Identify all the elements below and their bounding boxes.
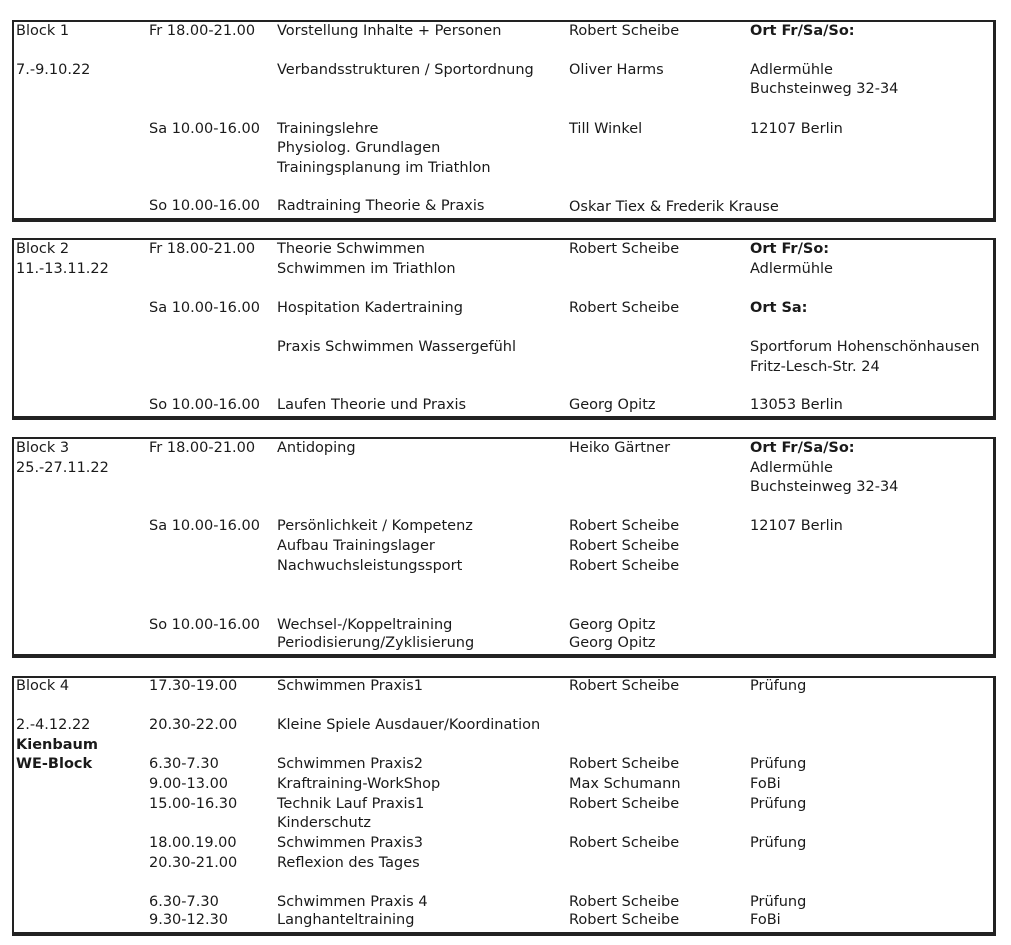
block-dates: 7.-9.10.22 [16,62,91,78]
session-speaker: Heiko Gärtner [569,440,671,456]
session-time: Sa 10.00-16.00 [149,300,260,316]
block-title: Block 4 [16,678,70,694]
session-time: Sa 10.00-16.00 [149,518,260,534]
session-topic: Aufbau Trainingslager [277,538,435,554]
location-heading: Ort Fr/Sa/So: [750,23,855,39]
location-line: 12107 Berlin [750,121,843,137]
session-topic: Schwimmen Praxis 4 [277,894,428,910]
session-speaker: Robert Scheibe [569,678,680,694]
session-time: 6.30-7.30 [149,894,219,910]
session-topic: Antidoping [277,440,356,456]
session-time: 9.00-13.00 [149,776,229,792]
block-title: Block 3 [16,440,70,456]
session-type: FoBi [750,776,781,792]
session-topic: Wechsel-/Koppeltraining [277,617,453,633]
session-speaker: Robert Scheibe [569,912,680,928]
block-venue: Kienbaum [16,737,98,753]
session-time: 17.30-19.00 [149,678,238,694]
session-speaker: Robert Scheibe [569,23,680,39]
session-speaker: Robert Scheibe [569,835,680,851]
session-speaker: Georg Opitz [569,635,656,651]
session-type: Prüfung [750,756,807,772]
session-time: 18.00.19.00 [149,835,237,851]
session-topic: Laufen Theorie und Praxis [277,397,467,413]
session-topic: Schwimmen Praxis1 [277,678,423,694]
session-time: Fr 18.00-21.00 [149,241,256,257]
block-format: WE-Block [16,756,93,772]
session-time: 20.30-21.00 [149,855,238,871]
schedule-block-2 [12,238,996,420]
session-topic: Hospitation Kadertraining [277,300,463,316]
session-topic: Verbandsstrukturen / Sportordnung [277,62,534,78]
session-speaker: Robert Scheibe [569,558,680,574]
block-dates: 2.-4.12.22 [16,717,91,733]
block-title: Block 1 [16,23,70,39]
location-line: 13053 Berlin [750,397,843,413]
session-topic: Trainingslehre [277,121,379,137]
session-speaker: Robert Scheibe [569,241,680,257]
session-speaker: Robert Scheibe [569,796,680,812]
session-type: Prüfung [750,796,807,812]
session-time: So 10.00-16.00 [149,198,260,214]
session-time: Fr 18.00-21.00 [149,23,256,39]
session-topic: Radtraining Theorie & Praxis [277,198,485,214]
session-topic: Reflexion des Tages [277,855,420,871]
session-topic: Nachwuchsleistungssport [277,558,463,574]
session-topic: Praxis Schwimmen Wassergefühl [277,339,517,355]
block-dates: 25.-27.11.22 [16,460,109,476]
session-topic: Trainingsplanung im Triathlon [277,160,491,176]
session-speaker: Robert Scheibe [569,300,680,316]
session-speaker: Robert Scheibe [569,538,680,554]
location-line: Adlermühle [750,62,833,78]
session-time: 9.30-12.30 [149,912,229,928]
session-topic: Schwimmen im Triathlon [277,261,456,277]
session-type: Prüfung [750,835,807,851]
session-topic: Theorie Schwimmen [277,241,425,257]
session-time: Fr 18.00-21.00 [149,440,256,456]
location-heading: Ort Fr/Sa/So: [750,440,855,456]
session-speaker: Robert Scheibe [569,756,680,772]
block-title: Block 2 [16,241,70,257]
session-topic: Kinderschutz [277,815,372,831]
session-time: Sa 10.00-16.00 [149,121,260,137]
session-topic: Kraftraining-WorkShop [277,776,441,792]
session-type: Prüfung [750,678,807,694]
session-topic: Vorstellung Inhalte + Personen [277,23,502,39]
location-line: Buchsteinweg 32-34 [750,81,899,97]
location-line: Adlermühle [750,261,833,277]
location-line: Sportforum Hohenschönhausen [750,339,980,355]
session-time: 6.30-7.30 [149,756,219,772]
session-speaker: Max Schumann [569,776,681,792]
session-topic: Technik Lauf Praxis1 [277,796,425,812]
session-speaker: Georg Opitz [569,617,656,633]
session-time: So 10.00-16.00 [149,617,260,633]
block-dates: 11.-13.11.22 [16,261,109,277]
session-topic: Periodisierung/Zyklisierung [277,635,475,651]
location-line: Buchsteinweg 32-34 [750,479,899,495]
session-time: So 10.00-16.00 [149,397,260,413]
session-speaker: Robert Scheibe [569,894,680,910]
session-topic: Physiolog. Grundlagen [277,140,441,156]
session-speaker: Oskar Tiex & Frederik Krause [569,199,779,215]
session-topic: Langhanteltraining [277,912,415,928]
location-line: Adlermühle [750,460,833,476]
session-speaker: Till Winkel [569,121,643,137]
session-time: 20.30-22.00 [149,717,238,733]
session-speaker: Robert Scheibe [569,518,680,534]
session-speaker: Oliver Harms [569,62,664,78]
session-topic: Persönlichkeit / Kompetenz [277,518,473,534]
session-topic: Schwimmen Praxis2 [277,756,423,772]
session-speaker: Georg Opitz [569,397,656,413]
location-heading: Ort Fr/So: [750,241,830,257]
session-topic: Schwimmen Praxis3 [277,835,423,851]
location-line: Fritz-Lesch-Str. 24 [750,359,880,375]
location-heading: Ort Sa: [750,300,808,316]
session-type: Prüfung [750,894,807,910]
session-time: 15.00-16.30 [149,796,238,812]
session-topic: Kleine Spiele Ausdauer/Koordination [277,717,541,733]
session-type: FoBi [750,912,781,928]
location-line: 12107 Berlin [750,518,843,534]
